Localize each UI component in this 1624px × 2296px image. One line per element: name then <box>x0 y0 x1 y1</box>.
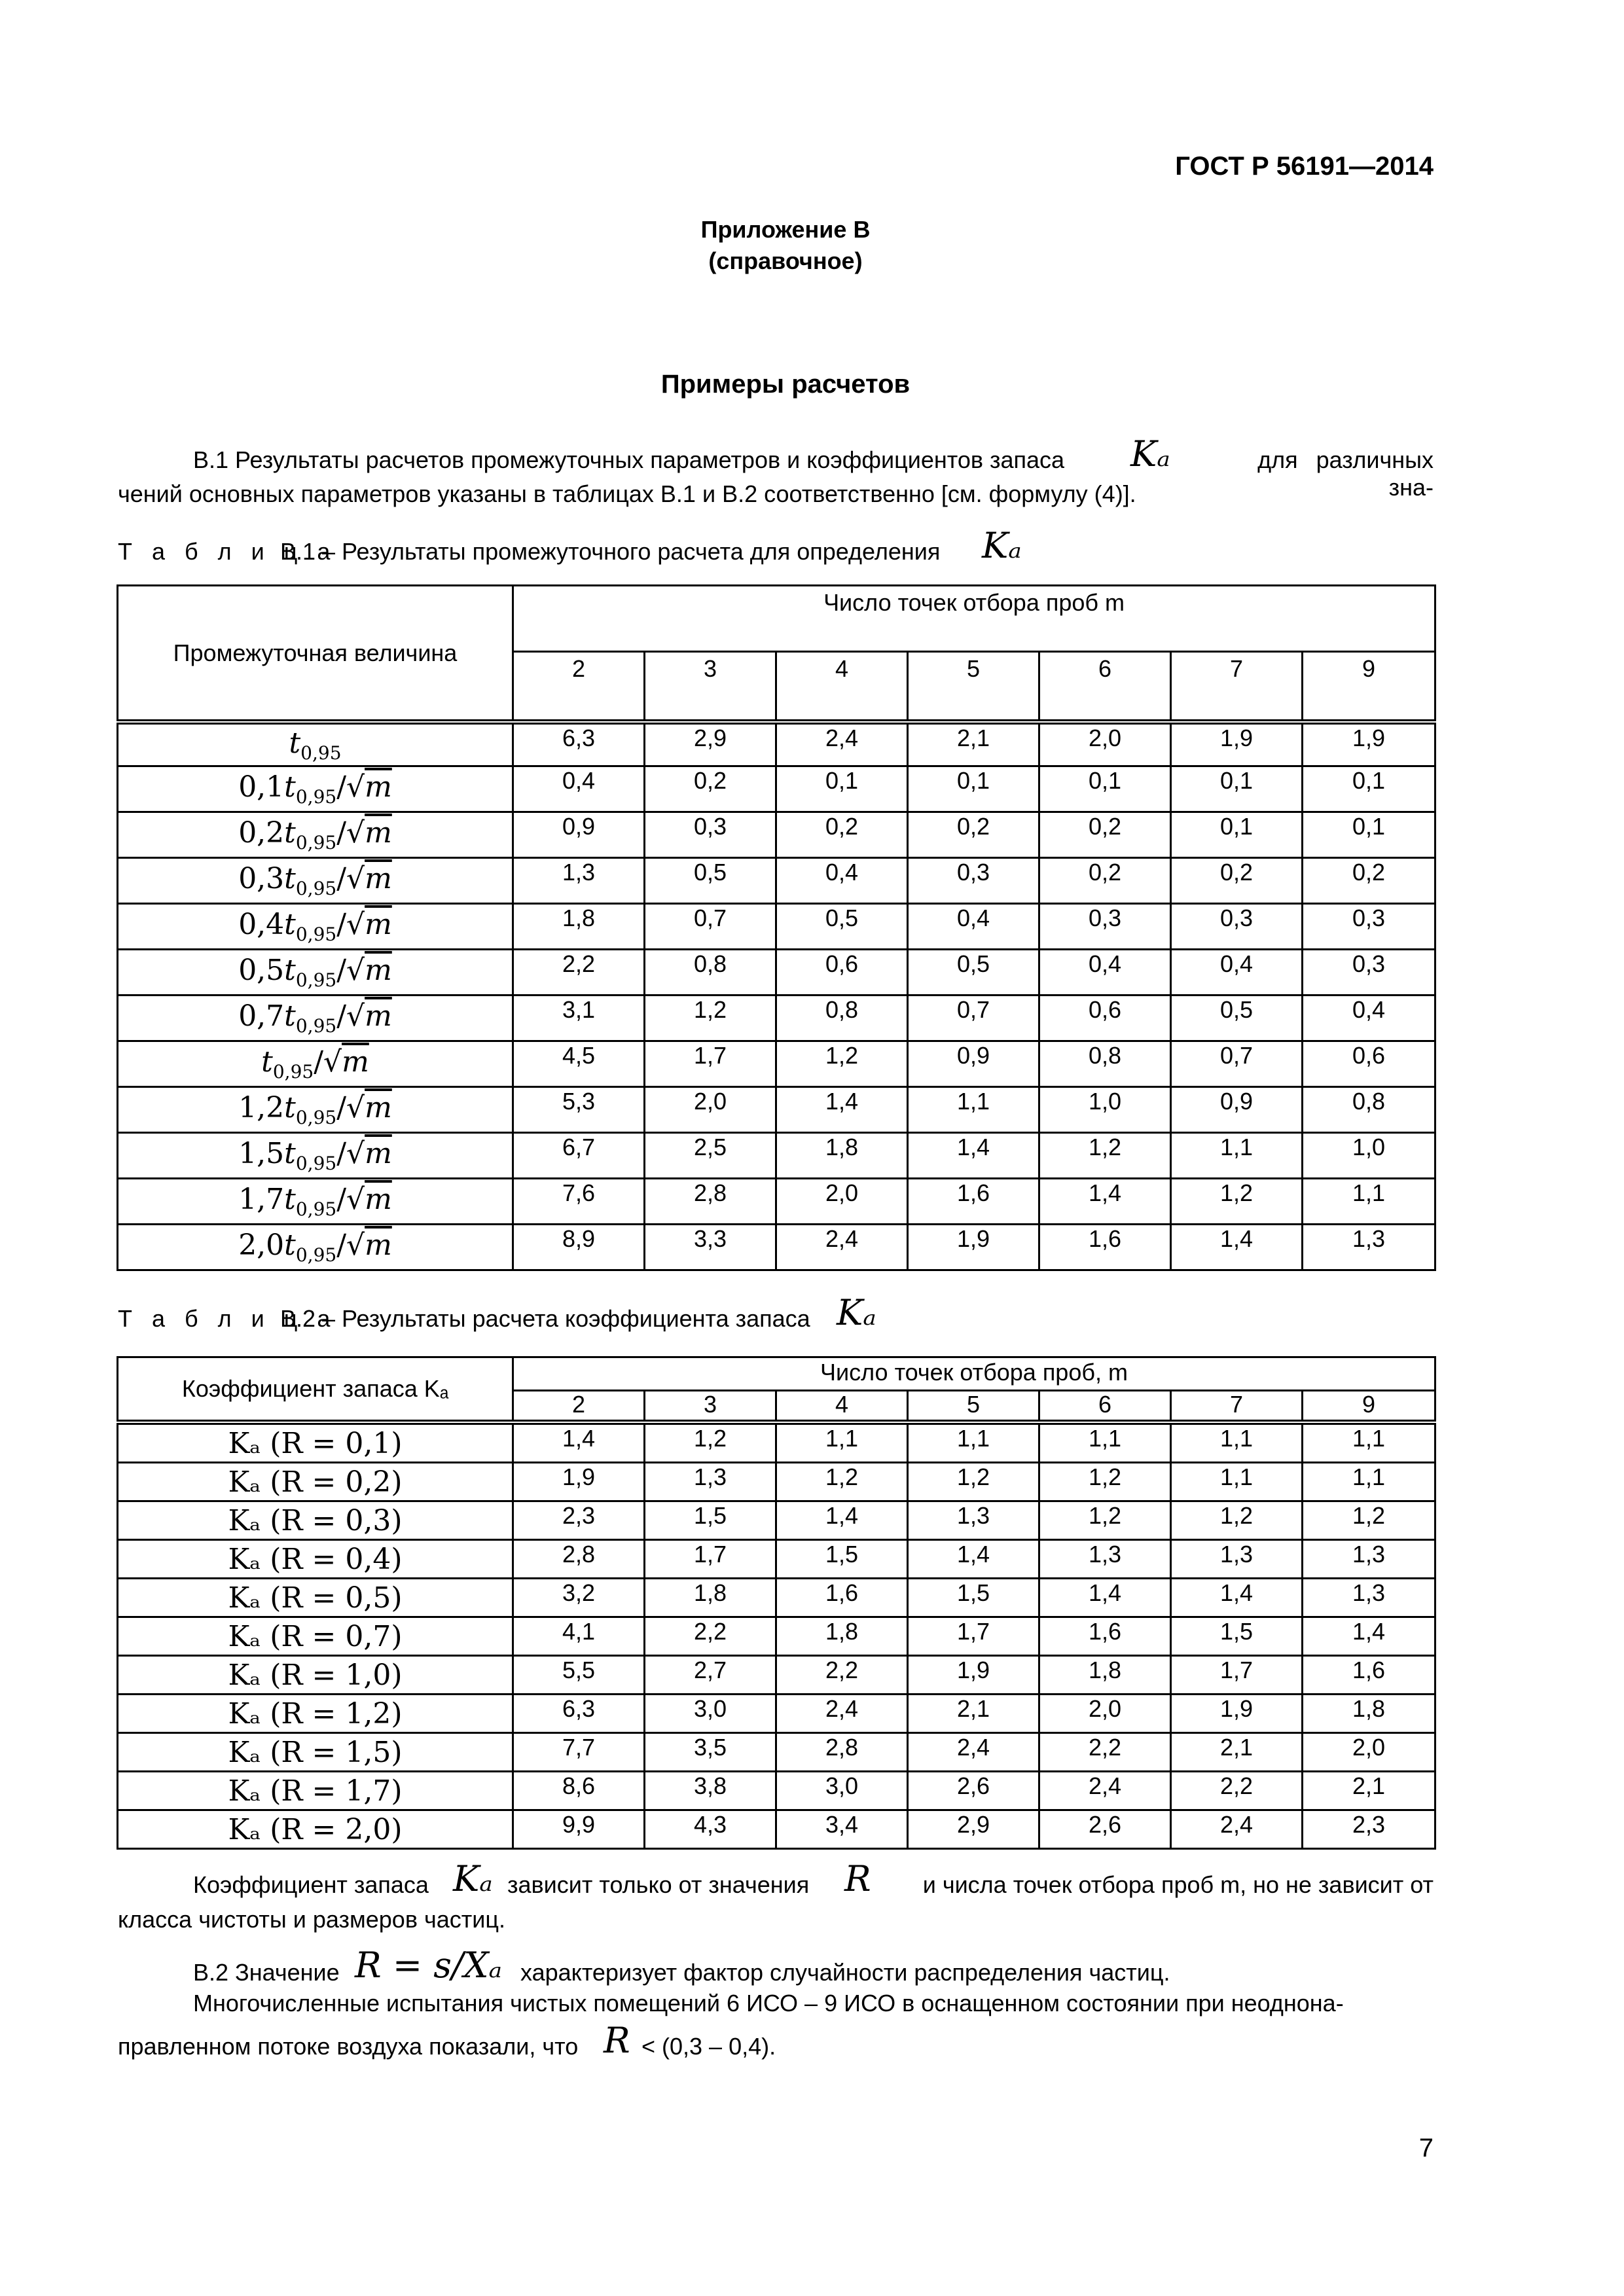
table1-row-label: $t_{0,95}$ <box>118 722 513 766</box>
table-cell: 0,4 <box>1039 950 1171 996</box>
table-row <box>118 1422 1435 1463</box>
table-cell: 1,6 <box>1303 1656 1435 1695</box>
table-cell: 2,5 <box>645 1133 776 1179</box>
table-cell: 1,4 <box>1171 1225 1303 1270</box>
table-cell: 2,0 <box>776 1179 908 1225</box>
table-cell: 1,4 <box>908 1540 1039 1579</box>
note-text-b: зависит только от значения <box>507 1871 810 1898</box>
table-cell: 2,0 <box>1039 722 1171 766</box>
table-cell: 6,7 <box>513 1133 645 1179</box>
table-cell: 1,4 <box>776 1087 908 1133</box>
table-cell: 0,5 <box>908 950 1039 996</box>
table-row <box>118 1087 1435 1133</box>
table1-row-label: $0,2t_{0,95}/√m$ <box>118 812 513 858</box>
table-cell: 1,8 <box>776 1617 908 1656</box>
table-cell: 1,3 <box>1039 1540 1171 1579</box>
table-cell: 0,7 <box>908 996 1039 1041</box>
note-b2-text-b: характеризует фактор случайности распределения частиц. <box>520 1959 1170 1986</box>
table-cell: 1,2 <box>1171 1501 1303 1540</box>
table2-column-header: 7 <box>1171 1390 1303 1422</box>
r-symbol: R <box>844 1858 871 1899</box>
table-cell: 0,4 <box>908 904 1039 950</box>
intro-line-2: чений основных параметров указаны в таблицах В.1 и В.2 соответственно [см. формулу (4)]. <box>118 480 1136 507</box>
note-text-c: и числа точек отбора проб m, но не зависит от <box>922 1871 1434 1898</box>
table-row <box>118 722 1435 766</box>
table-row <box>118 1041 1435 1087</box>
table-cell: 1,4 <box>513 1422 645 1463</box>
table-row <box>118 1133 1435 1179</box>
annex-subtitle: (справочное) <box>708 247 863 274</box>
table2-row-label: Kₐ (R = 1,7) <box>118 1772 513 1810</box>
page-number: 7 <box>1418 2134 1434 2162</box>
table-cell: 0,8 <box>1303 1087 1435 1133</box>
table-cell: 2,2 <box>645 1617 776 1656</box>
table-row <box>118 1695 1435 1733</box>
table-cell: 1,1 <box>1303 1179 1435 1225</box>
table-cell: 2,0 <box>645 1087 776 1133</box>
note-line-3: Многочисленные испытания чистых помещений 6 ИСО – 9 ИСО в оснащенном состоянии при неоднона- <box>193 1990 1344 2017</box>
table-cell: 1,4 <box>908 1133 1039 1179</box>
table-cell: 0,5 <box>645 858 776 904</box>
table-cell: 2,6 <box>908 1772 1039 1810</box>
note-line-1 <box>118 1858 1434 1901</box>
table-cell: 2,4 <box>908 1733 1039 1772</box>
r-symbol: R <box>604 2020 630 2061</box>
table-cell: 1,7 <box>645 1041 776 1087</box>
table-cell: 1,9 <box>1303 722 1435 766</box>
table2-row-label: Kₐ (R = 0,5) <box>118 1579 513 1617</box>
table-cell: 1,5 <box>776 1540 908 1579</box>
table-cell: 3,0 <box>776 1772 908 1810</box>
table-cell: 0,4 <box>1171 950 1303 996</box>
table1-row-label: $0,3t_{0,95}/√m$ <box>118 858 513 904</box>
table1-row-label: $0,4t_{0,95}/√m$ <box>118 904 513 950</box>
table-cell: 1,3 <box>908 1501 1039 1540</box>
table2-group-header: Число точек отбора проб, m <box>513 1357 1435 1391</box>
table-cell: 0,1 <box>1303 766 1435 812</box>
table-row <box>118 1179 1435 1225</box>
table-cell: 1,4 <box>1171 1579 1303 1617</box>
table-cell: 1,2 <box>1039 1501 1171 1540</box>
table-cell: 2,4 <box>776 722 908 766</box>
table2-column-header: 9 <box>1303 1390 1435 1422</box>
table-cell: 3,2 <box>513 1579 645 1617</box>
table-cell: 0,6 <box>1039 996 1171 1041</box>
table-cell: 1,2 <box>776 1041 908 1087</box>
table-cell: 1,5 <box>1171 1617 1303 1656</box>
table-cell: 0,5 <box>1171 996 1303 1041</box>
table-cell: 1,9 <box>513 1463 645 1501</box>
table-cell: 7,6 <box>513 1179 645 1225</box>
table-cell: 0,3 <box>1303 950 1435 996</box>
table1-row-label: $0,5t_{0,95}/√m$ <box>118 950 513 996</box>
table-row <box>118 1656 1435 1695</box>
table1-row-label: $0,1t_{0,95}/√m$ <box>118 766 513 812</box>
table1-row-label: $2,0t_{0,95}/√m$ <box>118 1225 513 1270</box>
table-cell: 1,3 <box>645 1463 776 1501</box>
table-cell: 3,5 <box>645 1733 776 1772</box>
table-cell: 1,4 <box>776 1501 908 1540</box>
table-cell: 1,6 <box>1039 1617 1171 1656</box>
table-cell: 7,7 <box>513 1733 645 1772</box>
table-cell: 2,1 <box>1303 1772 1435 1810</box>
table-cell: 1,9 <box>1171 722 1303 766</box>
table-row <box>118 1733 1435 1772</box>
table-cell: 0,2 <box>645 766 776 812</box>
table1-column-header: 9 <box>1303 652 1435 723</box>
table1-column-header: 6 <box>1039 652 1171 723</box>
table-cell: 8,9 <box>513 1225 645 1270</box>
k-a-symbol: Kₐ <box>453 1858 493 1899</box>
annex-title: Приложение В <box>700 216 871 243</box>
note-text-a: Коэффициент запаса <box>193 1871 429 1898</box>
table-b1 <box>117 584 1436 1271</box>
table-cell: 1,0 <box>1039 1087 1171 1133</box>
table-row <box>118 904 1435 950</box>
note-b2-text-a: В.2 Значение <box>193 1959 340 1986</box>
table-cell: 2,4 <box>1171 1810 1303 1849</box>
table-cell: 2,9 <box>908 1810 1039 1849</box>
table-cell: 1,2 <box>645 996 776 1041</box>
table-cell: 3,8 <box>645 1772 776 1810</box>
table-cell: 2,8 <box>513 1540 645 1579</box>
table2-caption-text: В.2 – Результаты расчета коэффициента запаса <box>280 1305 810 1332</box>
table1-row-header: Промежуточная величина <box>118 586 513 723</box>
table-row <box>118 1810 1435 1849</box>
table-cell: 6,3 <box>513 722 645 766</box>
table-b2 <box>117 1356 1436 1850</box>
table-cell: 1,2 <box>645 1422 776 1463</box>
table-cell: 1,8 <box>645 1579 776 1617</box>
table-cell: 1,2 <box>1303 1501 1435 1540</box>
table1-group-header: Число точек отбора проб m <box>513 586 1435 652</box>
table-cell: 1,3 <box>513 858 645 904</box>
table2-column-header: 3 <box>645 1390 776 1422</box>
table-cell: 1,3 <box>1303 1225 1435 1270</box>
table2-column-header: 6 <box>1039 1390 1171 1422</box>
table2-row-label: Kₐ (R = 1,0) <box>118 1656 513 1695</box>
table1-caption-text: В.1 – Результаты промежуточного расчета для определения <box>280 538 941 565</box>
section-title: Примеры расчетов <box>660 370 911 399</box>
table-cell: 1,7 <box>1171 1656 1303 1695</box>
table-cell: 1,2 <box>1171 1179 1303 1225</box>
table-cell: 0,3 <box>1039 904 1171 950</box>
table-cell: 2,4 <box>1039 1772 1171 1810</box>
table-cell: 2,0 <box>1039 1695 1171 1733</box>
table-cell: 2,2 <box>1039 1733 1171 1772</box>
table-cell: 2,4 <box>776 1695 908 1733</box>
table-row <box>118 1579 1435 1617</box>
table-row <box>118 950 1435 996</box>
table2-row-label: Kₐ (R = 0,1) <box>118 1422 513 1463</box>
table-cell: 1,1 <box>1171 1463 1303 1501</box>
table-cell: 2,3 <box>513 1501 645 1540</box>
table1-row-label: $1,2t_{0,95}/√m$ <box>118 1087 513 1133</box>
table-cell: 2,8 <box>776 1733 908 1772</box>
k-a-symbol: Kₐ <box>1130 433 1170 475</box>
table-cell: 1,4 <box>1039 1579 1171 1617</box>
table2-column-header: 5 <box>908 1390 1039 1422</box>
table-cell: 0,2 <box>776 812 908 858</box>
table2-row-label: Kₐ (R = 0,2) <box>118 1463 513 1501</box>
table2-header-row <box>118 1357 1435 1391</box>
table-cell: 0,7 <box>1171 1041 1303 1087</box>
table-cell: 1,8 <box>1039 1656 1171 1695</box>
table-cell: 0,2 <box>1039 812 1171 858</box>
table2-column-header: 2 <box>513 1390 645 1422</box>
table-cell: 3,1 <box>513 996 645 1041</box>
table-cell: 1,1 <box>908 1087 1039 1133</box>
table-cell: 1,4 <box>1303 1617 1435 1656</box>
table-cell: 1,2 <box>908 1463 1039 1501</box>
table-cell: 2,2 <box>1171 1772 1303 1810</box>
table-row <box>118 1772 1435 1810</box>
table-cell: 0,9 <box>908 1041 1039 1087</box>
table-cell: 8,6 <box>513 1772 645 1810</box>
table-cell: 1,9 <box>1171 1695 1303 1733</box>
note-line-4 <box>118 2022 903 2068</box>
table1-header-row <box>118 586 1435 652</box>
table-cell: 1,6 <box>908 1179 1039 1225</box>
table-cell: 0,7 <box>645 904 776 950</box>
table-cell: 0,3 <box>1171 904 1303 950</box>
table-cell: 0,9 <box>1171 1087 1303 1133</box>
table-cell: 1,0 <box>1303 1133 1435 1179</box>
table1-column-header: 3 <box>645 652 776 723</box>
table-cell: 1,2 <box>776 1463 908 1501</box>
table-cell: 1,8 <box>513 904 645 950</box>
table1-caption <box>118 525 1165 575</box>
k-a-symbol: Kₐ <box>982 525 1022 566</box>
table-cell: 0,2 <box>1039 858 1171 904</box>
table-cell: 3,3 <box>645 1225 776 1270</box>
table-cell: 0,3 <box>908 858 1039 904</box>
table-cell: 2,1 <box>908 1695 1039 1733</box>
table-cell: 1,1 <box>1171 1422 1303 1463</box>
table-cell: 5,5 <box>513 1656 645 1695</box>
table-cell: 0,1 <box>908 766 1039 812</box>
r-formula: R = s/Xₐ <box>355 1945 502 1986</box>
note-b2 <box>118 1947 1434 1993</box>
table-cell: 4,1 <box>513 1617 645 1656</box>
table-cell: 0,1 <box>1303 812 1435 858</box>
table2-row-label: Kₐ (R = 2,0) <box>118 1810 513 1849</box>
table-cell: 1,1 <box>908 1422 1039 1463</box>
table-cell: 1,6 <box>776 1579 908 1617</box>
table-cell: 0,6 <box>1303 1041 1435 1087</box>
table-cell: 0,9 <box>513 812 645 858</box>
k-a-symbol: Kₐ <box>837 1292 876 1333</box>
table-cell: 2,3 <box>1303 1810 1435 1849</box>
table-cell: 0,2 <box>908 812 1039 858</box>
table-cell: 0,4 <box>776 858 908 904</box>
note-text-p3b: < (0,3 – 0,4). <box>641 2033 776 2060</box>
table-cell: 0,1 <box>1171 812 1303 858</box>
table-cell: 1,1 <box>1171 1133 1303 1179</box>
table-cell: 1,7 <box>645 1540 776 1579</box>
table-row <box>118 1463 1435 1501</box>
table2-row-label: Kₐ (R = 0,4) <box>118 1540 513 1579</box>
table-cell: 1,6 <box>1039 1225 1171 1270</box>
table1-column-header: 2 <box>513 652 645 723</box>
table-cell: 2,1 <box>908 722 1039 766</box>
table-cell: 1,2 <box>1039 1133 1171 1179</box>
table2-column-header: 4 <box>776 1390 908 1422</box>
standard-number: ГОСТ Р 56191—2014 <box>1175 152 1434 181</box>
table-cell: 2,8 <box>645 1179 776 1225</box>
table-cell: 2,7 <box>645 1656 776 1695</box>
table-cell: 2,6 <box>1039 1810 1171 1849</box>
table2-row-label: Kₐ (R = 0,3) <box>118 1501 513 1540</box>
table-cell: 2,9 <box>645 722 776 766</box>
table-cell: 0,8 <box>1039 1041 1171 1087</box>
table-cell: 0,4 <box>513 766 645 812</box>
table-row <box>118 1617 1435 1656</box>
table-cell: 1,1 <box>1303 1422 1435 1463</box>
table-cell: 0,6 <box>776 950 908 996</box>
table-cell: 9,9 <box>513 1810 645 1849</box>
table1-column-header: 5 <box>908 652 1039 723</box>
table-cell: 2,0 <box>1303 1733 1435 1772</box>
table-cell: 0,8 <box>776 996 908 1041</box>
table-cell: 1,3 <box>1171 1540 1303 1579</box>
table1-row-label: $1,5t_{0,95}/√m$ <box>118 1133 513 1179</box>
table-row <box>118 812 1435 858</box>
table-cell: 0,1 <box>1039 766 1171 812</box>
table-row <box>118 1225 1435 1270</box>
table-cell: 1,5 <box>908 1579 1039 1617</box>
table-row <box>118 1540 1435 1579</box>
table-cell: 1,8 <box>1303 1695 1435 1733</box>
table-cell: 1,8 <box>776 1133 908 1179</box>
table-cell: 0,2 <box>1303 858 1435 904</box>
table-cell: 4,5 <box>513 1041 645 1087</box>
table-row <box>118 996 1435 1041</box>
table-cell: 0,1 <box>1171 766 1303 812</box>
table-cell: 4,3 <box>645 1810 776 1849</box>
table-cell: 1,1 <box>776 1422 908 1463</box>
table-cell: 3,4 <box>776 1810 908 1849</box>
table1-caption-label: Т а б л и ц а <box>118 538 337 565</box>
table-cell: 2,2 <box>776 1656 908 1695</box>
table1-row-label: $0,7t_{0,95}/√m$ <box>118 996 513 1041</box>
table-cell: 1,9 <box>908 1225 1039 1270</box>
table-row <box>118 766 1435 812</box>
table2-row-header: Коэффициент запаса Kₐ <box>118 1357 513 1423</box>
table-cell: 1,5 <box>645 1501 776 1540</box>
table2-caption <box>118 1292 1165 1342</box>
table-cell: 1,3 <box>1303 1540 1435 1579</box>
table-cell: 1,3 <box>1303 1579 1435 1617</box>
table2-row-label: Kₐ (R = 0,7) <box>118 1617 513 1656</box>
table-cell: 0,1 <box>776 766 908 812</box>
table-cell: 0,8 <box>645 950 776 996</box>
table-cell: 2,1 <box>1171 1733 1303 1772</box>
table-cell: 1,2 <box>1039 1463 1171 1501</box>
note-text-p3a: правленном потоке воздуха показали, что <box>118 2033 579 2060</box>
table-cell: 0,4 <box>1303 996 1435 1041</box>
table-cell: 2,2 <box>513 950 645 996</box>
table-cell: 1,9 <box>908 1656 1039 1695</box>
table-row <box>118 858 1435 904</box>
table-cell: 1,4 <box>1039 1179 1171 1225</box>
table1-column-header: 7 <box>1171 652 1303 723</box>
table-cell: 3,0 <box>645 1695 776 1733</box>
table-cell: 0,3 <box>645 812 776 858</box>
table2-row-label: Kₐ (R = 1,2) <box>118 1695 513 1733</box>
table-row <box>118 1501 1435 1540</box>
table-cell: 1,1 <box>1039 1422 1171 1463</box>
table-cell: 0,3 <box>1303 904 1435 950</box>
table-cell: 1,7 <box>908 1617 1039 1656</box>
table2-caption-label: Т а б л и ц а <box>118 1305 337 1332</box>
table-cell: 2,4 <box>776 1225 908 1270</box>
note-line-2: класса чистоты и размеров частиц. <box>118 1906 505 1933</box>
table-cell: 1,1 <box>1303 1463 1435 1501</box>
table-cell: 6,3 <box>513 1695 645 1733</box>
table1-row-label: $t_{0,95}/√m$ <box>118 1041 513 1087</box>
intro-text-before: В.1 Результаты расчетов промежуточных параметров и коэффициентов запаса <box>193 446 1065 473</box>
table-cell: 0,2 <box>1171 858 1303 904</box>
table-cell: 5,3 <box>513 1087 645 1133</box>
intro-text-after: для различных зна- <box>1257 446 1434 501</box>
table1-column-header: 4 <box>776 652 908 723</box>
table2-row-label: Kₐ (R = 1,5) <box>118 1733 513 1772</box>
table-cell: 0,5 <box>776 904 908 950</box>
table1-row-label: $1,7t_{0,95}/√m$ <box>118 1179 513 1225</box>
